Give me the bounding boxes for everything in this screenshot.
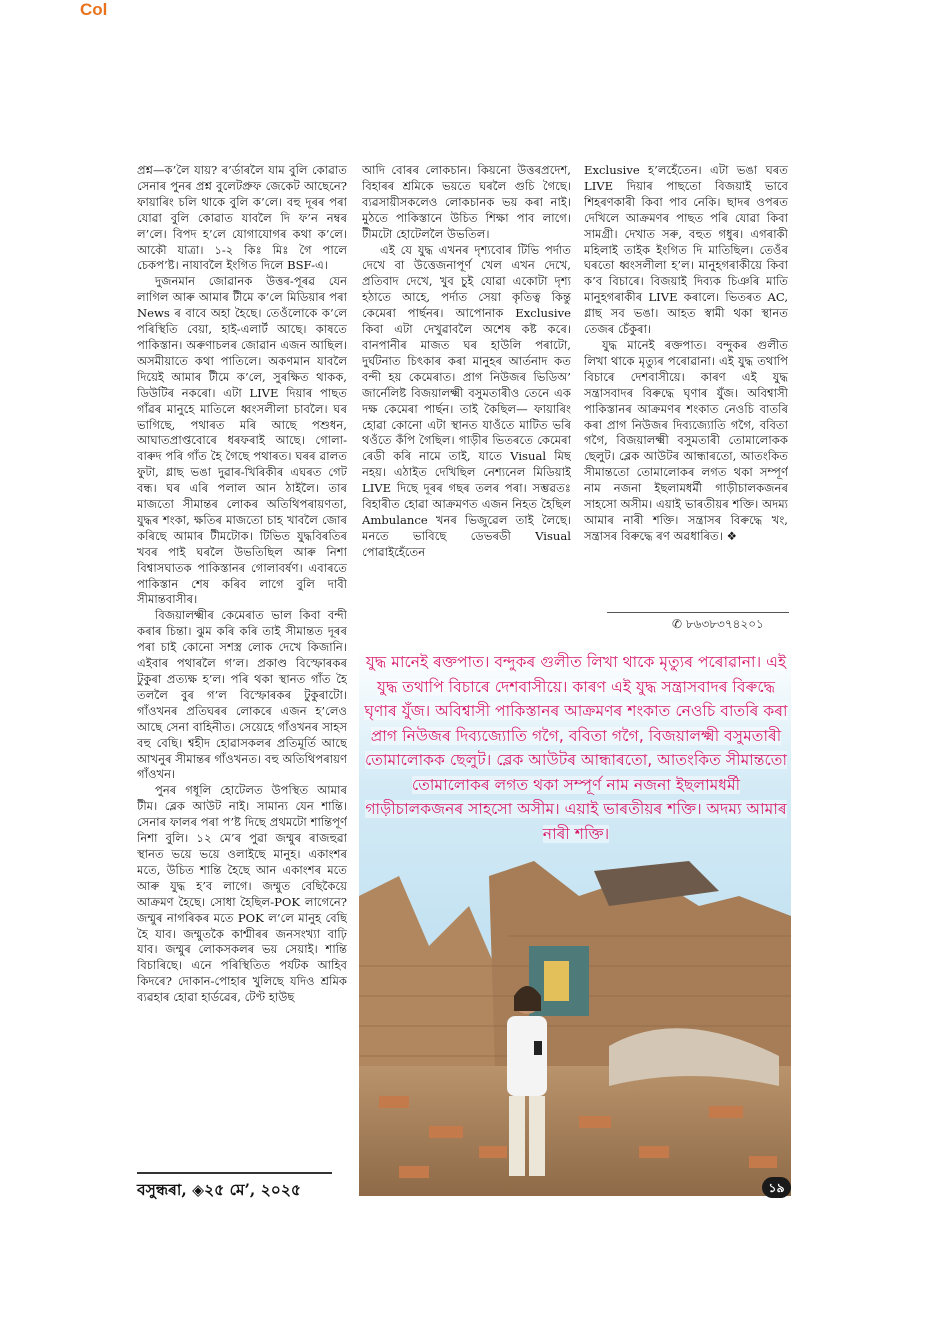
- paragraph: প্ৰশ্ন—ক’লৈ যায়? ৰ’ৰ্ডাৰলৈ যাম বুলি কোৱাত সেনাৰ পুনৰ প্ৰশ্ন বুলেটপ্ৰুফ জেকেট আছেনে? ফায়াৰিং চলি থাকে বুলি ক’লে। বহু দূৰৰ পৰা যোৱা বুলি কোৱাত যাবলৈ দি ফ’ন নম্বৰ ল’লে। বিপদ হ’লে যোগাযোগৰ কথা ক’লে। আকৌ যাত্ৰা। ১-২ কিঃ মিঃ গৈ পালে চেকপ’ষ্ট। নাযাবলৈ ইংগিত দিলে BSF-এ।: [137, 163, 347, 273]
- paragraph: Exclusive হ’লহেঁতেন। এটা ভঙা ঘৰত LIVE দিয়াৰ পাছতো বিজয়াই ভাবে শিহৰণকাৰী কিবা পাব নেকি। ছাদৰ ওপৰত দেখিলে আক্ৰমণৰ পাছত পৰি যোৱা কিবা সামগ্ৰী। দেখাত সৰু, বহুত গধুৰ। এগৰাকী মহিলাই তাইক ইংগিত দি মাতিছিল। তেওঁৰ ঘৰতো ধ্বংসলীলা হ’ল। মানুহগৰাকীয়ে কিবা ক’ব বিচাৰে। বিজয়াই দিব্যক চিঞৰি মাতি মানুহগৰাকীৰ LIVE কৰালে। ভিতৰত AC, গ্লাছ সব ভঙা। আহত স্বামী থকা স্থানত তেজৰ চেঁকুৰা।: [584, 163, 788, 337]
- article-column-2: [362, 163, 571, 643]
- pull-quote: [362, 650, 790, 846]
- paragraph: দুজনমান জোৱানক উত্তৰ-পূৰৱ যেন লাগিল আৰু আমাৰ টীমে ক’লে মিডিয়াৰ পৰা News ৰ বাবে অহা হৈছে। তেওঁলোকে ক’লে পৰিস্থিতি বেয়া, হাই-এলাৰ্ট আছে। কাষতে পাকিস্তান। অৰুণাচলৰ জোৱান এজন আছিল। অসমীয়াতে কথা পাতিলে। অকণমান যাবলৈ দিয়েই আমাৰ টীমে ক’লে, সুৰক্ষিত থাকক, ডিউটিৰ নকৰো। এটা LIVE দিয়াৰ পাছত গাঁৱৰ মানুহে মাতিলে ধ্বংসলীলা চাবলৈ। ঘৰ ভাগিছে, পথাৰত মৰি আছে পশুধন, আঘাতপ্ৰাপ্তবোৰে ধৰফৰাই আছে। গোলা-বাৰুদ পৰি গাঁত হৈ গৈছে পথাৰত। ঘৰৰ ৱালত ফুটা, গ্লাছ ভঙা দুৱাৰ-খিৰিকীৰ এঘৰত গেট বন্ধ। ঘৰ এৰি পলাল আন ঠাইলৈ। তাৰ মাজতো সীমান্তৰ লোকৰ অতিথিপৰায়ণতা, যুদ্ধৰ শংকা, ক্ষতিৰ মাজতো চাহ খাবলৈ জোৰ কৰিছে আমাৰ টীমটোক। টিভিত যুদ্ধবিৰতিৰ খবৰ পাই ঘৰলৈ উভতিছিল আৰু নিশা বিশ্বাসঘাতক পাকিস্তানৰ গোলাবৰ্ষণ। এবাৰতে পাকিস্তান শেষ কৰিব লাগে বুলি দাবী সীমান্তবাসীৰ।: [137, 274, 347, 607]
- paragraph: পুনৰ গধূলি হোটেলত উপস্থিত আমাৰ টীম। ব্লেক আউট নাই। সামান্য যেন শান্তি। সেনাৰ ফালৰ পৰা প’ষ্ট দিছে প্ৰথমটো শান্তিপূৰ্ণ নিশা বুলি। ১২ মে’ৰ পুৱা জম্মুৰ ৰাজহুৱা স্থানত ভয়ে ভয়ে ওলাইছে মানুহ। একাংশৰ মতে, উচিত শান্তি হৈছে আন একাংশৰ মতে আৰু যুদ্ধ হ’ব লাগে। জম্মুত বেছিকৈয়ে আক্ৰমণ হৈছে। সোধা হৈছিল-POK লাগেনে? জম্মুৰ নাগৰিকৰ মতে POK ল’লে মানুহ বেছি হৈ যাব। জম্মুতকৈ কাশ্মীৰৰ জনসংখ্যা বাঢ়ি যাব। জম্মুৰ লোকসকলৰ ভয় সেয়াই। শান্তি বিচাৰিছে। এনে পৰিস্থিতিত পৰ্যটক আহিব কিদৰে? দোকান-পোহাৰ খুলিছে যদিও শ্ৰমিক ব্যৱহাৰ হোৱা হাৰ্ডৱেৰ, টেণ্ট হাউছ: [137, 783, 347, 1005]
- author-phone: ✆ ৮৬৩৮৩৭৪২০১: [672, 617, 764, 631]
- footer-divider: [137, 1172, 332, 1174]
- paragraph: এই যে যুদ্ধ এখনৰ দৃশ্যবোৰ টিভি পৰ্দাত দেখে বা উত্তেজনাপূৰ্ণ খেল এখন দেখে, প্ৰতিবাদ দেখে, খুব চুই যোৱা একোটা দৃশ্য হঠাতে আহে, পৰ্দাত সেয়া কৃতিত্ব কিন্তু কেমেৰা পাৰ্ছনৰ। আপোনাক Exclusive কিবা এটা দেখুৱাবলৈ অশেষ কষ্ট কৰে। বানপানীৰ মাজত ঘৰ হাউলি পৰাটো, দুৰ্ঘটনাত চিৎকাৰ কৰা মানুহৰ আৰ্তনাদ কত বন্দী হয় কেমেৰাত। প্ৰাগ নিউজৰ ভিডিঅ’ জাৰ্নেলিষ্ট বিজয়ালক্ষ্মী বসুমতাৰীও তেনে এক দক্ষ কেমেৰা পাৰ্ছন। তাই কৈছিল— ফায়াৰিং হোৱা কোনো এটা স্থানত যাওঁতে মাটিত ভৰি থওঁতে কঁপি গৈছিল। গাড়ীৰ ভিতৰতে কেমেৰা ৰেডী কৰি নামে তাই, যাতে Visual মিছ নহয়। এঠাইত দেখিছিল নেশ্যনেল মিডিয়াই LIVE দিছে দূৰৰ গছৰ তলৰ পৰা। সম্ভৱতঃ বিহাৰীত হোৱা আক্ৰমণত এজন নিহত হৈছিল Ambulance খনৰ ভিজুৱেল তাই লৈছে। মনতে ভাবিছে ডেভৰডী Visual পোৱাইহেঁতেন: [362, 242, 571, 559]
- footer-magazine-date: বসুন্ধৰা, ◈২৫ মে’, ২০২৫: [137, 1180, 301, 1199]
- paragraph: আদি বোৰৰ লোকচান। কিয়নো উত্তৰপ্ৰদেশ, বিহাৰৰ শ্ৰমিকে ভয়তে ঘৰলৈ গুচি গৈছে। ব্যৱসায়ীসকলেও লোকচানক ভয় কৰা নাই। মুঠতে পাকিস্তানে উচিত শিক্ষা পাব লাগে। টীমটো হোটেললৈ উভতিল।: [362, 163, 571, 241]
- paragraph: যুদ্ধ মানেই ৰক্তপাত। বন্দুকৰ গুলীত লিখা থাকে মৃত্যুৰ পৰোৱানা। এই যুদ্ধ তথাপি বিচাৰে দেশবাসীয়ে। কাৰণ এই যুদ্ধ সন্ত্ৰাসবাদৰ বিৰুদ্ধে ঘৃণাৰ যুঁজ। অবিশ্বাসী পাকিস্তানৰ আক্ৰমণৰ শংকাত নেওচি বাতৰি কৰা প্ৰাগ নিউজৰ দিব্যজ্যোতি গগৈ, ববিতা গগৈ, বিজয়ালক্ষ্মী বসুমতাৰী তোমালোকক ছেলুট। ব্লেক আউটৰ আন্ধাৰতো, আতংকিত সীমান্ততো তোমালোকৰ লগত থকা সম্পূৰ্ণ নাম নজনা ইছলামধৰ্মী গাড়ীচালকজনৰ সাহসো অসীম। এয়াই ভাৰতীয়ৰ শক্তি। অদম্য আমাৰ নাৰী শক্তি। সন্ত্ৰাসৰ বিৰুদ্ধে খং, সন্ত্ৰাসৰ বিৰুদ্ধে ৰণ অৱধাৰিত। ❖: [584, 337, 788, 543]
- corner-mark: Col: [80, 0, 108, 19]
- paragraph: বিজয়ালক্ষ্মীৰ কেমেৰাত ভাল কিবা বন্দী কৰাৰ চিন্তা। ঝুম কৰি কৰি তাই সীমান্তত দূৰৰ পৰা চাই কোনো সশস্ত্ৰ লোক দেখে কিজানি। এইবাৰ পথাৰলৈ গ’ল। প্ৰকাণ্ড বিস্ফোৰকৰ টুকুৰা প্ৰত্যক্ষ হ’ল। পৰি থকা স্থানত গাঁত হৈ তললৈ বুৰ গ’ল বিস্ফোৰকৰ টুকুৰাটো। গাঁওখনৰ প্ৰতিঘৰৰ লোকৰে এজন হ’লেও আছে সেনা বাহিনীত। সেয়েহে গাঁওখনৰ সাহস বহু বেছি। শ্বহীদ হোৱাসকলৰ প্ৰতিমূৰ্তি আছে আখনুৰ সীমান্তৰ গাঁওখনত। বহু অতিথিপৰায়ণ গাঁওখন।: [137, 608, 347, 782]
- article-column-3: [584, 163, 788, 608]
- article-column-1: [137, 163, 347, 1163]
- pull-quote-text: যুদ্ধ মানেই ৰক্তপাত। বন্দুকৰ গুলীত লিখা থাকে মৃত্যুৰ পৰোৱানা। এই যুদ্ধ তথাপি বিচাৰে দেশবাসীয়ে। কাৰণ এই যুদ্ধ সন্ত্ৰাসবাদৰ বিৰুদ্ধে ঘৃণাৰ যুঁজ। অবিশ্বাসী পাকিস্তানৰ আক্ৰমণৰ শংকাত নেওচি বাতৰি কৰা প্ৰাগ নিউজৰ দিব্যজ্যোতি গগৈ, ববিতা গগৈ, বিজয়ালক্ষ্মী বসুমতাৰী তোমালোকক ছেলুট। ব্লেক আউটৰ আন্ধাৰতো, আতংকিত সীমান্ততো তোমালোকৰ লগত থকা সম্পূৰ্ণ নাম নজনা ইছলামধৰ্মী গাড়ীচালকজনৰ সাহসো অসীম। এয়াই ভাৰতীয়ৰ শক্তি। অদম্য আমাৰ নাৰী শক্তি।: [364, 653, 788, 843]
- author-divider: [607, 612, 789, 613]
- page-number: ১৯: [762, 1177, 791, 1198]
